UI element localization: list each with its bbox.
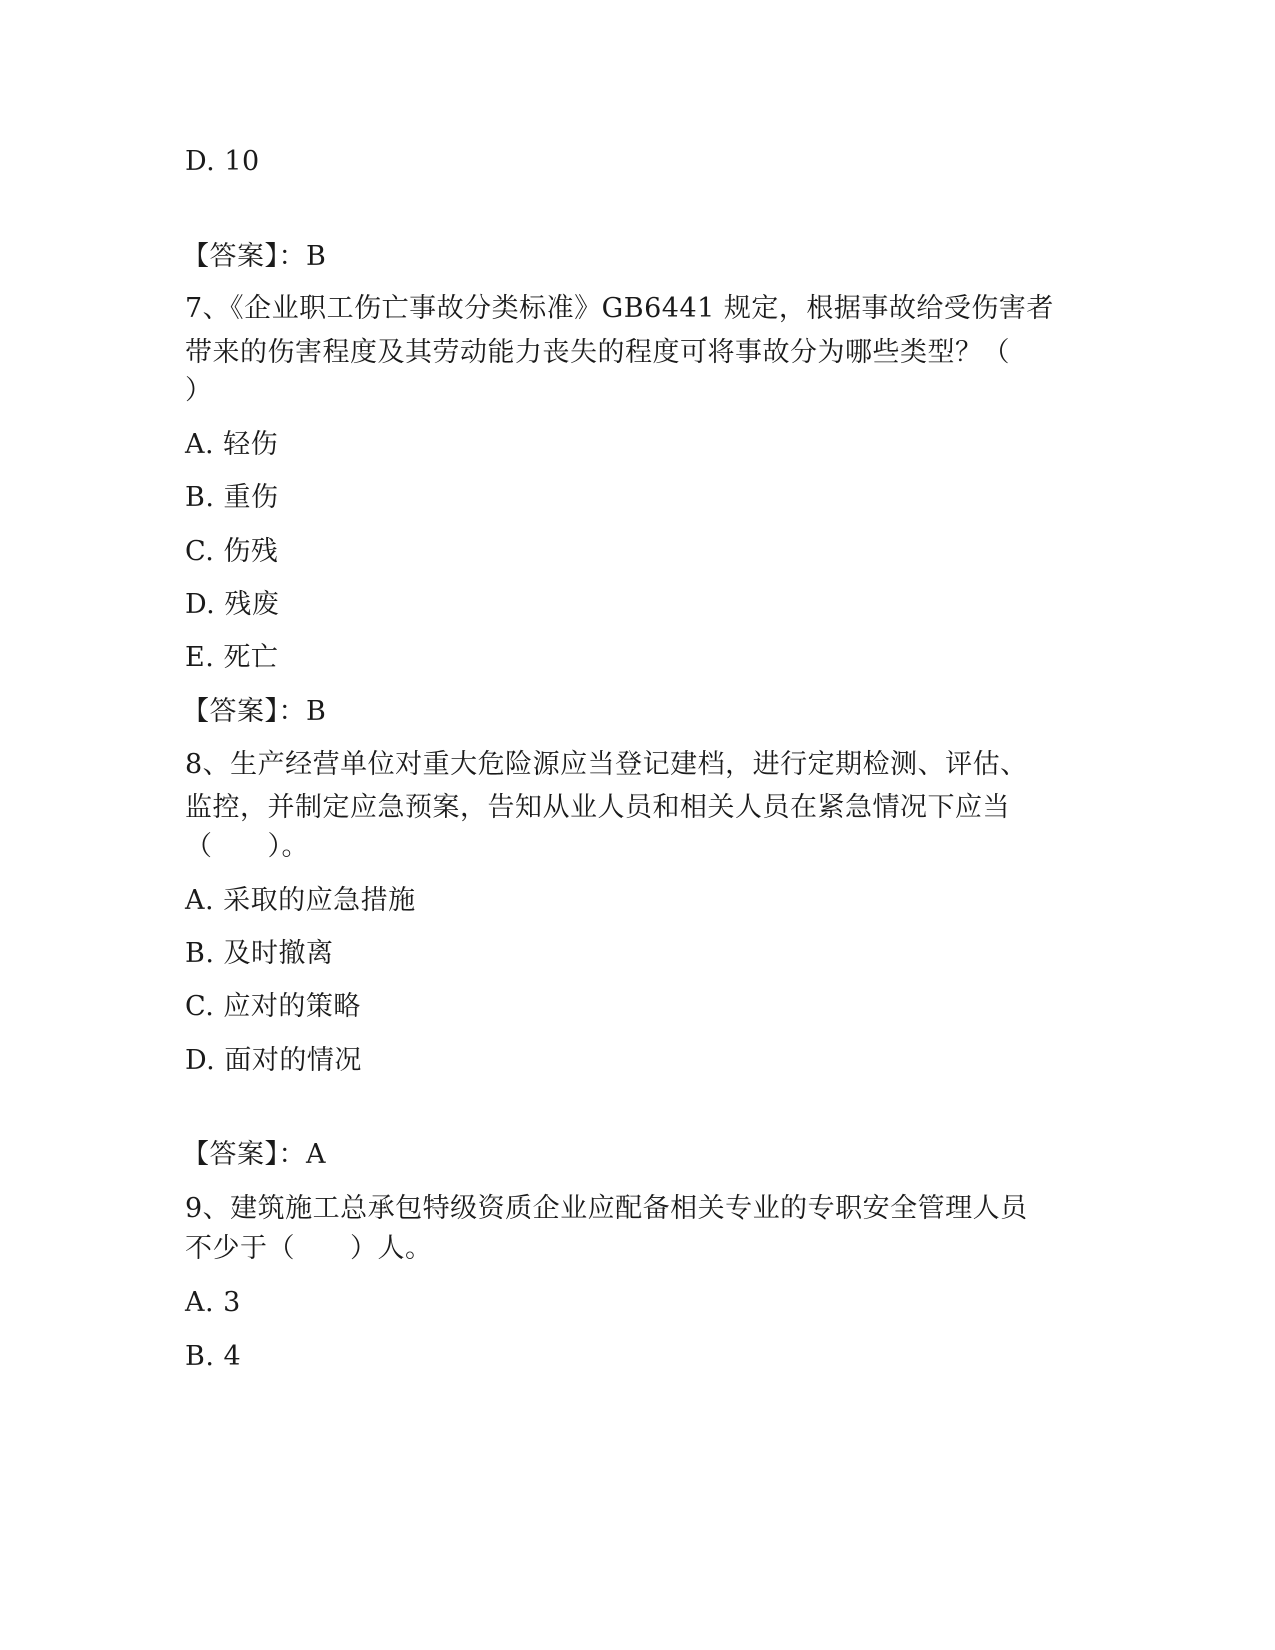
q8-option-d: D. 面对的情况 xyxy=(185,1045,362,1076)
q8-stem-line-1: 8、生产经营单位对重大危险源应当登记建档，进行定期检测、评估、 xyxy=(185,749,1028,780)
q9-option-b: B. 4 xyxy=(185,1341,242,1372)
q8-stem-line-2: 监控，并制定应急预案，告知从业人员和相关人员在紧急情况下应当 xyxy=(185,792,1010,823)
q7-stem-line-1: 7、《企业职工伤亡事故分类标准》GB6441 规定，根据事故给受伤害者 xyxy=(185,293,1054,324)
q7-stem-line-3: ） xyxy=(185,375,213,406)
q7-option-a: A. 轻伤 xyxy=(185,429,279,460)
q7-option-e: E. 死亡 xyxy=(185,642,279,673)
q9-option-a: A. 3 xyxy=(185,1287,241,1318)
q6-answer: 【答案】：B xyxy=(182,241,327,272)
q9-stem-line-2: 不少于（ ）人。 xyxy=(185,1233,433,1264)
q7-option-c: C. 伤残 xyxy=(185,536,279,567)
q7-stem-line-2: 带来的伤害程度及其劳动能力丧失的程度可将事故分为哪些类型？（ xyxy=(185,337,1010,368)
q8-option-b: B. 及时撤离 xyxy=(185,938,334,969)
q9-stem-line-1: 9、建筑施工总承包特级资质企业应配备相关专业的专职安全管理人员 xyxy=(185,1193,1028,1224)
q8-option-c: C. 应对的策略 xyxy=(185,991,361,1022)
q7-answer: 【答案】：B xyxy=(182,696,327,727)
q8-answer: 【答案】：A xyxy=(182,1139,326,1170)
q7-option-b: B. 重伤 xyxy=(185,482,279,513)
q8-option-a: A. 采取的应急措施 xyxy=(185,885,416,916)
q6-option-d: D. 10 xyxy=(185,146,260,177)
q7-option-d: D. 残废 xyxy=(185,589,280,620)
q8-stem-line-3: （ ）。 xyxy=(185,831,309,862)
